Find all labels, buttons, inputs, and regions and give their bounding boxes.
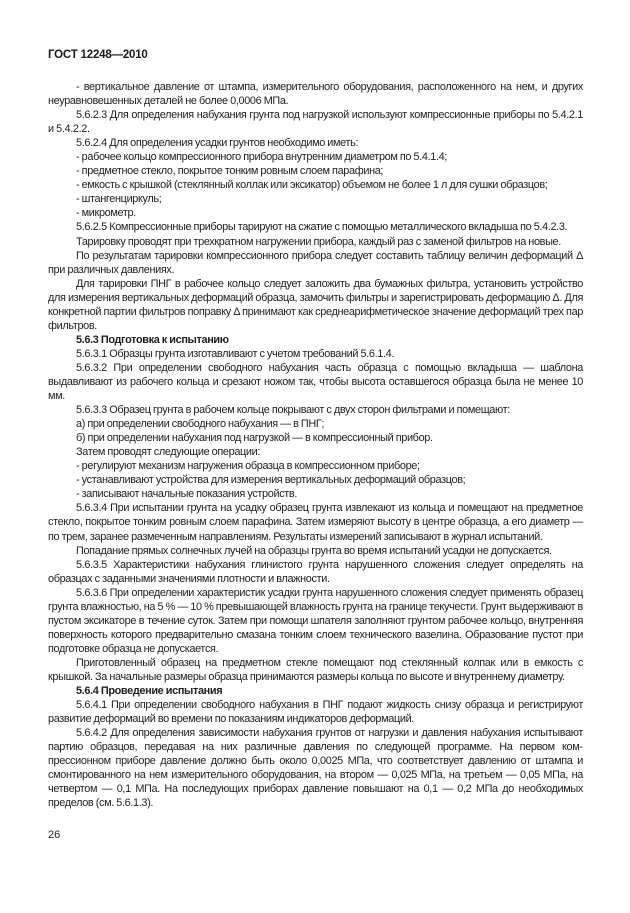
paragraph: 5.6.2.3 Для определения набухания грунта под нагрузкой используют компрессионные приборы по 5.4.2.1 и 5.4.2.2. (48, 109, 583, 136)
paragraph: 5.6.3.3 Образец грунта в рабочем кольце покрывают с двух сторон фильтрами и помещают: (76, 404, 510, 417)
paragraph: 5.6.3.6 При определении характеристик усадки грунта нарушенного сложения следует применять образец грунта влажностью, на 5 % — 10 % превышающей влажность грунта на границе текучести. Грунт выдерживают в пустом эксикаторе в течение суток. Затем при помощи шпателя заполняют грунтом рабочее кольцо, внутренняя поверхность которого предварительно смазана тонким слоем технического вазелина. Образование пустот при подготовке образца не допускается. (48, 586, 583, 655)
paragraph: 5.6.3.5 Характеристики набухания глинистого грунта нарушенного сложения следует определять на образцах с заданными значениями плотности и влажности. (48, 558, 583, 585)
list-item: - предметное стекло, покрытое тонким ровным слоем парафина; (76, 165, 384, 178)
list-item: - устанавливают устройства для измерения вертикальных деформаций образцов; (76, 474, 466, 487)
list-item: - емкость с крышкой (стеклянный коллак или эксикатор) объемом не более 1 л для сушки образцов; (76, 179, 548, 192)
list-item: - регулируют механизм нагружения образца в компрессионном приборе; (76, 460, 420, 473)
paragraph: 5.6.2.5 Компрессионные приборы тарируют на сжатие с помощью металлического вкладыша по 5.4.2.3. (76, 221, 568, 234)
section-heading: 5.6.4 Проведение испытания (76, 685, 223, 698)
paragraph: 5.6.2.4 Для определения усадки грунтов необходимо иметь: (76, 137, 359, 150)
paragraph: Для тарировки ПНГ в рабочее кольцо следует заложить два бумажных фильтра, установить устройство для измерения вертикальных деформаций образца, замочить фильтры и зарегистрировать деформацию Δ. Для конкретной партии фильтров поправку Δ принимают как среднеарифметическое значение деформаций трех пар фильтров. (48, 277, 583, 332)
list-item: б) при определении набухания под нагрузкой — в компрессионный прибор. (76, 432, 433, 445)
paragraph: Тарировку проводят при трехкратном нагружении прибора, каждый раз с заменой фильтров на новые. (76, 235, 561, 248)
list-item: - штангенциркуль; (76, 193, 162, 206)
paragraph: 5.6.3.1 Образцы грунта изготавливают с учетом требований 5.6.1.4. (76, 347, 395, 360)
paragraph: Попадание прямых солнечных лучей на образцы грунта во время испытаний усадки не допускается. (76, 544, 552, 557)
section-heading: 5.6.3 Подготовка к испытанию (76, 333, 229, 346)
paragraph: Приготовленный образец на предметном стекле помещают под стеклянный колпак или в емкость с крышкой. За начальные размеры образца принимаются размеры кольца по высоте и внутреннему диаметру. (48, 656, 583, 683)
paragraph: 5.6.3.4 При испытании грунта на усадку образец грунта извлекают из кольца и помещают на предметное стекло, покрытое тонким ровным слоем парафина. Затем измеряют высоту в центре образца, а его диаметр — по трем, заранее размеченным направлениям. Результаты измерений записывают в журнал испытаний. (48, 502, 583, 543)
document-body (48, 80, 583, 810)
paragraph: Затем проводят следующие операции: (76, 446, 261, 459)
page-number: 26 (48, 829, 61, 841)
paragraph: 5.6.4.2 Для определения зависимости набухания грунтов от нагрузки и давления набухания испытывают партию образцов, передавая на них различные давления по следующей программе. На первом компрессионном приборе давление должно быть около 0,0025 МПа, что соответствует давлению от штампа и смонтированного на нем измерительного оборудования, на втором — 0,025 МПа, на третьем — 0,05 МПа, на четвертом — 0,1 МПа. На последующих приборах давление повышают на 0,1 — 0,2 МПа до необходимых пределов (см. 5.6.1.3). (48, 727, 583, 810)
list-item: - записывают начальные показания устройств. (76, 488, 298, 501)
list-item: а) при определении свободного набухания — в ПНГ; (76, 418, 325, 431)
paragraph: - вертикальное давление от штампа, измерительного оборудования, расположенного на нем, и других неуравновешенных деталей не более 0,0006 МПа. (48, 81, 583, 108)
paragraph: 5.6.4.1 При определении свободного набухания в ПНГ подают жидкость снизу образца и регистрируют развитие деформаций во времени по показаниям индикаторов деформаций. (48, 699, 583, 726)
list-item: - рабочее кольцо компрессионного прибора внутренним диаметром по 5.4.1.4; (76, 151, 448, 164)
document-header: ГОСТ 12248—2010 (48, 49, 148, 61)
paragraph: 5.6.3.2 При определении свободного набухания часть образца с помощью вкладыша — шаблона выдавливают из рабочего кольца и срезают ножом так, чтобы высота оставшегося образца была не менее 10 мм. (48, 361, 583, 403)
paragraph: По результатам тарировки компрессионного прибора следует составить таблицу величин деформаций Δ при различных давлениях. (48, 249, 583, 276)
list-item: - микрометр. (76, 207, 136, 220)
